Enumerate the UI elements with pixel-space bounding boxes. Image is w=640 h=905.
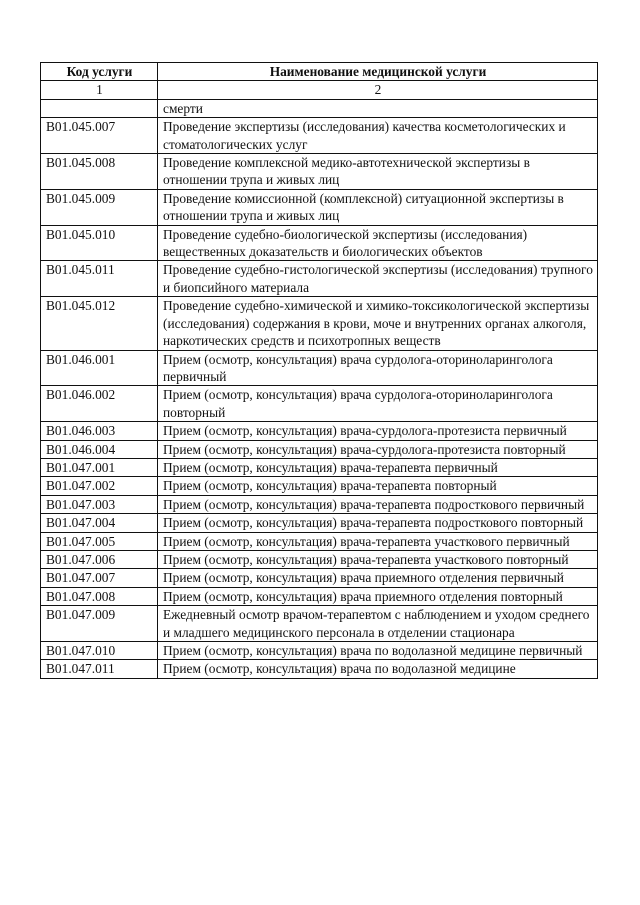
service-code-cell: B01.045.011 [41, 261, 158, 297]
table-row [41, 495, 598, 513]
service-code-cell: B01.047.006 [41, 550, 158, 568]
table-row [41, 440, 598, 458]
table-row [41, 532, 598, 550]
column-number-2: 2 [158, 81, 598, 99]
service-name-cell: Прием (осмотр, консультация) врача по водолазной медицине первичный [158, 642, 598, 660]
table-row [41, 660, 598, 678]
table-row [41, 587, 598, 605]
service-code-cell: B01.045.010 [41, 225, 158, 261]
column-number-row [41, 81, 598, 99]
service-name-cell: смерти [158, 99, 598, 117]
table-row [41, 458, 598, 476]
table-row [41, 297, 598, 350]
service-code-cell: B01.046.002 [41, 386, 158, 422]
service-code-cell: B01.047.002 [41, 477, 158, 495]
medical-services-table [40, 62, 598, 679]
service-name-cell: Прием (осмотр, консультация) врача-сурдолога-протезиста первичный [158, 422, 598, 440]
service-code-cell: B01.047.010 [41, 642, 158, 660]
service-name-cell: Прием (осмотр, консультация) врача-терапевта подросткового первичный [158, 495, 598, 513]
table-row [41, 261, 598, 297]
service-name-cell: Прием (осмотр, консультация) врача-терапевта участкового повторный [158, 550, 598, 568]
service-name-cell: Прием (осмотр, консультация) врача-терапевта повторный [158, 477, 598, 495]
service-name-cell: Ежедневный осмотр врачом-терапевтом с наблюдением и уходом среднего и младшего медицинского персонала в отделении стационара [158, 606, 598, 642]
service-code-cell: B01.047.008 [41, 587, 158, 605]
table-row [41, 477, 598, 495]
service-code-cell: B01.046.001 [41, 350, 158, 386]
service-code-cell: B01.045.007 [41, 118, 158, 154]
service-code-cell [41, 99, 158, 117]
table-row [41, 225, 598, 261]
table-row [41, 386, 598, 422]
table-row [41, 189, 598, 225]
service-name-cell: Прием (осмотр, консультация) врача-терапевта подросткового повторный [158, 514, 598, 532]
header-service-name: Наименование медицинской услуги [158, 63, 598, 81]
service-code-cell: B01.047.011 [41, 660, 158, 678]
service-name-cell: Прием (осмотр, консультация) врача-сурдолога-протезиста повторный [158, 440, 598, 458]
table-row [41, 154, 598, 190]
service-code-cell: B01.045.012 [41, 297, 158, 350]
service-code-cell: B01.047.003 [41, 495, 158, 513]
column-number-1: 1 [41, 81, 158, 99]
service-code-cell: B01.047.007 [41, 569, 158, 587]
service-code-cell: B01.047.005 [41, 532, 158, 550]
service-name-cell: Проведение судебно-химической и химико-токсикологической экспертизы (исследования) содержания в крови, моче и внутренних органах алкоголя, наркотических средств и психотропных веществ [158, 297, 598, 350]
service-name-cell: Прием (осмотр, консультация) врача-терапевта первичный [158, 458, 598, 476]
table-row [41, 550, 598, 568]
service-code-cell: B01.047.001 [41, 458, 158, 476]
table-row [41, 350, 598, 386]
table-row [41, 569, 598, 587]
table-row [41, 118, 598, 154]
table-row [41, 99, 598, 117]
service-name-cell: Проведение судебно-биологической экспертизы (исследования) вещественных доказательств и биологических объектов [158, 225, 598, 261]
header-service-code: Код услуги [41, 63, 158, 81]
service-code-cell: B01.045.009 [41, 189, 158, 225]
service-name-cell: Прием (осмотр, консультация) врача-терапевта участкового первичный [158, 532, 598, 550]
service-name-cell: Проведение судебно-гистологической экспертизы (исследования) трупного и биопсийного материала [158, 261, 598, 297]
service-name-cell: Прием (осмотр, консультация) врача сурдолога-оториноларинголога повторный [158, 386, 598, 422]
table-header-row [41, 63, 598, 81]
service-name-cell: Проведение комплексной медико-автотехнической экспертизы в отношении трупа и живых лиц [158, 154, 598, 190]
service-code-cell: B01.047.009 [41, 606, 158, 642]
table-row [41, 606, 598, 642]
service-name-cell: Проведение экспертизы (исследования) качества косметологических и стоматологических услуг [158, 118, 598, 154]
table-row [41, 514, 598, 532]
service-name-cell: Прием (осмотр, консультация) врача приемного отделения первичный [158, 569, 598, 587]
service-name-cell: Прием (осмотр, консультация) врача приемного отделения повторный [158, 587, 598, 605]
service-code-cell: B01.047.004 [41, 514, 158, 532]
service-name-cell: Прием (осмотр, консультация) врача сурдолога-оториноларинголога первичный [158, 350, 598, 386]
service-name-cell: Проведение комиссионной (комплексной) ситуационной экспертизы в отношении трупа и живых лиц [158, 189, 598, 225]
service-code-cell: B01.046.003 [41, 422, 158, 440]
service-code-cell: B01.045.008 [41, 154, 158, 190]
table-row [41, 422, 598, 440]
service-code-cell: B01.046.004 [41, 440, 158, 458]
table-row [41, 642, 598, 660]
service-name-cell: Прием (осмотр, консультация) врача по водолазной медицине [158, 660, 598, 678]
